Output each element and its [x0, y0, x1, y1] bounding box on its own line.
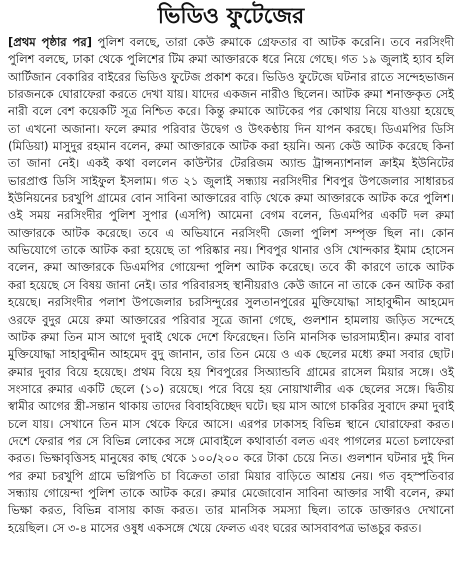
article-body-text: পুলিশ বলছে, তারা কেউ রুমাকে গ্রেফতার বা আটক করেনি। তবে নরসিংদী পুলিশ বলছে, ঢাকা থেকে পুলিশের টিম রুমা আক্তারকে ধরে নিয়ে গেছে। গত ১৯ জুলাই হ্যাব হলি আর্টিজান বেকারির বাইরের ভিডিও ফুটেজ প্রকাশ করে। ভিডিও ফুটেজে ঘটনার রাতে সন্দেহভাজন চারজনকে ঘোরাফেরা করতে দেখা যায়। যাদের একজন নারীও ছিলেন। আটক রুমা শনাক্তকৃত সেই নারী বলে বেশ কয়েকটি সূত্র নিশ্চিত করে। কিন্তু রুমাকে আটকের পর কোথায় নিয়ে যাওয়া হয়েছে তা এখনো অজানা। ফলে রুমার পরিবার উদ্বেগ ও উৎকণ্ঠায় দিন যাপন করছে। ডিএমপির ডিসি (মিডিয়া) মাসুদুর রহমান বলেন, রুমা আক্তারকে আটক করা হয়নি। অন্য কেউ আটক করেছে কিনা তা জানা নেই। একই কথা বললেন কাউন্টার টেররিজম অ্যান্ড ট্রান্সন্যাশনাল ক্রাইম ইউনিটের ভারপ্রাপ্ত ডিসি সাইফুল ইসলাম। গত ২১ জুলাই সন্ধ্যায় নরসিংদীর শিবপুর উপজেলার সাধারচর ইউনিয়নের চরখুপি গ্রামের বোন সাবিনা আক্তারের বাড়ি থেকে রুমা আক্তারকে আটক করে পুলিশ। ওই সময় নরসিংদীর পুলিশ সুপার (এসপি) আমেনা বেগম বলেন, ডিএমপির একটি দল রুমা আক্তারকে আটক করেছে। তবে এ অভিযানে নরসিংদী জেলা পুলিশ সম্পৃক্ত ছিল না। কোন অভিযোগে তাকে আটক করা হয়েছে তা পরিষ্কার নয়। শিবপুর থানার ওসি খোন্দকার ইমাম হোসেন বলেন, রুমা আক্তারকে ডিএমপির গোয়েন্দা পুলিশ আটক করেছে। তবে কী কারণে তাকে আটক করা হয়েছে সে বিষয় জানা নেই। তার পরিবারসহ স্থানীয়রাও কেউ জানে না তাকে কেন আটক করা হয়েছে। নরসিংদীর পলাশ উপজেলার চরসিন্দুরের সুলতানপুরের মুক্তিযোদ্ধা সাহাবুদ্দীন আহমেদ ওরফে বুদুর মেয়ে রুমা আক্তারের পরিবার সূত্রে জানা গেছে, গুলশান হামলায় জড়িত সন্দেহে আটক রুমা তিন মাস আগে দুবাই থেকে দেশে ফিরেছেন। তিনি মানসিক ভারসাম্যহীন। রুমার বাবা মুক্তিযোদ্ধা সাহাবুদ্দীন আহমেদ বুদু জানান, তার তিন মেয়ে ও এক ছেলের মধ্যে রুমা সবার ছোট। রুমার দুবার বিয়ে হয়েছে। প্রথম বিয়ে হয় শিবপুরের সিঅ্যান্ডবি গ্রামের রাসেল মিয়ার সঙ্গে। ওই সংসারে রুমার একটি ছেলে (১০) রয়েছে। পরে বিয়ে হয় নোয়াখালীর এক ছেলের সঙ্গে। দ্বিতীয় স্বামীর আগের স্ত্রী-সন্তান থাকায় তাদের বিবাহবিচ্ছেদ ঘটে। ছয় মাস আগে চাকরির সুবাদে রুমা দুবাই চলে যায়। সেখানে তিন মাস থেকে ফিরে আসে। এরপর ঢাকাসহ বিভিন্ন স্থানে ঘোরাফেরা করত। দেশে ফেরার পর সে বিভিন্ন লোকের সঙ্গে মোবাইলে কথাবার্তা বলত এবং পাগলের মতো চলাফেরা করত। ভিক্ষাবৃত্তিসহ মানুষের কাছ থেকে ১০০/২০০ করে টাকা চেয়ে নিত। গুলশান ঘটনার দুই দিন পর রুমা চরখুপি গ্রামে ভগ্নিপতি চা বিক্রেতা তারা মিয়ার বাড়িতে আশ্রয় নেয়। গত বৃহস্পতিবার সন্ধ্যায় গোয়েন্দা পুলিশ তাকে আটক করে। রুমার মেজোবোন সাবিনা আক্তার সাথী বলেন, রুমা ভিক্ষা করত, বিভিন্ন বাসায় কাজ করত। তার মানসিক সমস্যা ছিল। তাকে ডাক্তারও দেখানো হয়েছিল। সে ৩-৪ মাসের ওষুধ একসঙ্গে খেয়ে ফেলত এবং ঘরের আসবাবপত্র ভাঙচুর করত। [8, 35, 454, 535]
continued-from-label: [প্রথম পৃষ্ঠার পর] [8, 35, 93, 49]
article-body [8, 34, 454, 537]
headline: ভিডিও ফুটেজের [157, 3, 305, 29]
